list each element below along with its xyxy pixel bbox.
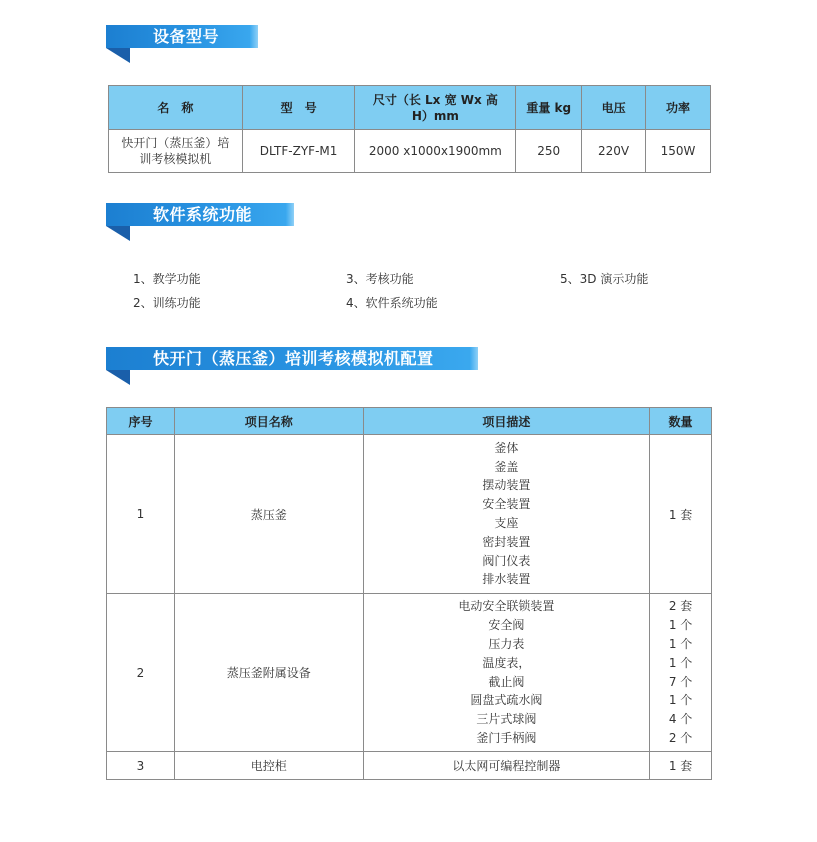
quantity-line: 1 个 bbox=[668, 693, 693, 708]
list-item: 1、教学功能 bbox=[133, 272, 201, 286]
quantity-line: 4 个 bbox=[668, 712, 693, 727]
table-row bbox=[107, 435, 712, 594]
cell-no: 3 bbox=[107, 752, 175, 780]
cell-item-name: 蒸压釜 bbox=[174, 435, 363, 594]
cell-description: 以太网可编程控制器 bbox=[363, 752, 650, 780]
section-title: 软件系统功能 bbox=[153, 205, 253, 224]
description-line: 釜门手柄阀 bbox=[476, 730, 537, 745]
description-line: 温度表， bbox=[482, 655, 531, 670]
description-line: 压力表 bbox=[488, 636, 525, 651]
cell-quantity bbox=[650, 594, 712, 752]
description-line: 圆盘式疏水阀 bbox=[470, 693, 543, 708]
header-power: 功率 bbox=[646, 86, 711, 130]
description-line: 截止阀 bbox=[488, 674, 525, 689]
cell-no: 2 bbox=[107, 594, 175, 752]
description-line: 安全装置 bbox=[482, 497, 531, 512]
cell-no: 1 bbox=[107, 435, 175, 594]
header-voltage: 电压 bbox=[582, 86, 646, 130]
description-line: 密封装置 bbox=[482, 534, 531, 549]
cell-weight: 250 bbox=[516, 130, 582, 173]
table-row bbox=[107, 594, 712, 752]
description-line: 三片式球阀 bbox=[476, 712, 537, 727]
description-line: 电动安全联锁装置 bbox=[458, 599, 555, 614]
header-name: 名 称 bbox=[109, 86, 243, 130]
quantity-line: 2 个 bbox=[668, 730, 693, 745]
table-row bbox=[107, 752, 712, 780]
list-item: 3、考核功能 bbox=[346, 272, 414, 286]
list-item: 5、3D 演示功能 bbox=[560, 272, 649, 286]
quantity-line: 1 个 bbox=[668, 655, 693, 670]
cell-size: 2000 x1000x1900mm bbox=[355, 130, 516, 173]
cell-description bbox=[363, 435, 650, 594]
description-line: 阀门仪表 bbox=[482, 553, 531, 568]
header-size: 尺寸（长 Lx 宽 Wx 高 H）mm bbox=[355, 86, 516, 130]
header-quantity: 数量 bbox=[650, 408, 712, 435]
header-description: 项目描述 bbox=[363, 408, 650, 435]
description-line: 排水装置 bbox=[482, 572, 531, 587]
cell-item-name: 蒸压釜附属设备 bbox=[174, 594, 363, 752]
cell-name: 快开门（蒸压釜）培训考核模拟机 bbox=[109, 130, 243, 173]
description-line: 釜体 bbox=[494, 440, 519, 455]
description-line: 支座 bbox=[494, 516, 519, 530]
section-header-configuration bbox=[106, 347, 482, 385]
cell-item-name: 电控柜 bbox=[174, 752, 363, 780]
list-item: 4、软件系统功能 bbox=[346, 296, 438, 310]
cell-model: DLTF-ZYF-M1 bbox=[242, 130, 355, 173]
description-line: 安全阀 bbox=[488, 618, 525, 633]
quantity-line: 2 套 bbox=[668, 599, 693, 614]
cell-quantity: 1 套 bbox=[650, 752, 712, 780]
section-title: 快开门（蒸压釜）培训考核模拟机配置 bbox=[153, 349, 434, 368]
header-item-name: 项目名称 bbox=[174, 408, 363, 435]
section-title: 设备型号 bbox=[153, 27, 220, 46]
cell-description bbox=[363, 594, 650, 752]
config-table-header-row bbox=[107, 408, 712, 435]
cell-power: 150W bbox=[646, 130, 711, 173]
quantity-line: 1 个 bbox=[668, 636, 693, 651]
cell-quantity: 1 套 bbox=[650, 435, 712, 594]
header-corner bbox=[106, 370, 130, 385]
quantity-line: 1 个 bbox=[668, 618, 693, 633]
cell-voltage: 220V bbox=[582, 130, 646, 173]
quantity-line: 7 个 bbox=[668, 674, 693, 689]
config-table bbox=[106, 407, 712, 780]
header-model: 型 号 bbox=[242, 86, 355, 130]
description-line: 摆动装置 bbox=[482, 478, 531, 493]
list-item: 2、训练功能 bbox=[133, 296, 201, 310]
description-line: 釜盖 bbox=[494, 459, 519, 474]
header-no: 序号 bbox=[107, 408, 175, 435]
header-weight: 重量 kg bbox=[516, 86, 582, 130]
